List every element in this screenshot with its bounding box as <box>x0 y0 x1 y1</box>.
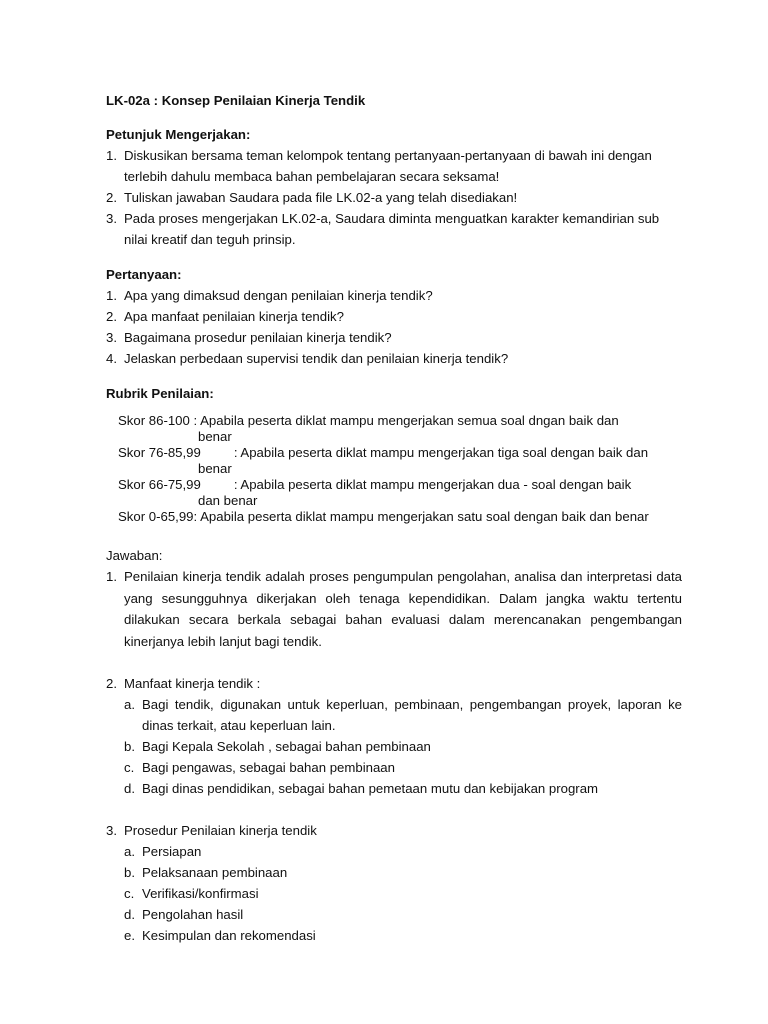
list-item: 2. Tuliskan jawaban Saudara pada file LK.02-a yang telah disediakan! <box>106 190 518 205</box>
pertanyaan-heading: Pertanyaan: <box>106 267 182 282</box>
manfaat-list <box>124 694 682 799</box>
list-item: 1. Penilaian kinerja tendik adalah proses pengumpulan pengolahan, analisa dan interpretasi data yang sesungguhnya dikerjakan oleh tenaga kependidikan. Dalam jangka waktu tertentu dilakukan secara berkala sebagai bahan evaluasi dalam merencanakan pengembangan kinerjanya lebih lanjut bagi tendik. <box>106 569 682 649</box>
list-item: b. Pelaksanaan pembinaan <box>124 865 288 880</box>
pertanyaan-list <box>106 285 682 369</box>
rubrik-desc-cont: benar <box>198 461 232 476</box>
list-item: 1. Diskusikan bersama teman kelompok tentang pertanyaan-pertanyaan di bawah ini dengan terlebih dahulu membaca bahan pembelajaran secara seksama! <box>106 148 652 184</box>
prosedur-list <box>124 841 682 946</box>
list-item: e. Kesimpulan dan rekomendasi <box>124 928 316 943</box>
jawaban-heading: Jawaban: <box>106 548 163 563</box>
rubrik-table <box>118 414 680 524</box>
jawaban-list-3 <box>106 820 682 946</box>
list-item: d. Pengolahan hasil <box>124 907 244 922</box>
rubrik-row <box>118 414 680 428</box>
rubrik-skor: Skor 76-85,99 <box>118 445 234 460</box>
list-item: c. Bagi pengawas, sebagai bahan pembinaan <box>124 760 395 775</box>
list-item: b. Bagi Kepala Sekolah , sebagai bahan pembinaan <box>124 739 431 754</box>
rubrik-skor: Skor 66-75,99 <box>118 477 234 492</box>
list-item: 3. Prosedur Penilaian kinerja tendik a. Persiapan b. Pelaksanaan pembinaan c. Verifikasi/konfirmasi d. Pengolahan hasil e. Kesimpulan dan rekomendasi <box>106 820 682 946</box>
rubrik-desc-cont: benar <box>198 429 232 444</box>
rubrik-row <box>118 510 680 524</box>
list-item: d. Bagi dinas pendidikan, sebagai bahan pemetaan mutu dan kebijakan program <box>124 781 599 796</box>
list-item: 2. Manfaat kinerja tendik : a. Bagi tendik, digunakan untuk keperluan, pembinaan, pengembangan proyek, laporan ke dinas terkait, atau keperluan lain. b. Bagi Kepala Sekolah , sebagai bahan pembinaan c. Bagi pengawas, sebagai bahan pembinaan d. Bagi dinas pendidikan, sebagai bahan pemetaan mutu dan kebijakan program <box>106 673 682 799</box>
rubrik-row <box>118 446 680 460</box>
rubrik-desc: : Apabila peserta diklat mampu mengerjakan dua - soal dengan baik <box>233 477 632 492</box>
list-item: a. Persiapan <box>124 844 202 859</box>
list-item: 4. Jelaskan perbedaan supervisi tendik dan penilaian kinerja tendik? <box>106 351 509 366</box>
jawaban-list-1 <box>106 566 682 652</box>
rubrik-desc: : Apabila peserta diklat mampu mengerjakan semua soal dngan baik dan <box>193 413 619 428</box>
rubrik-desc: : Apabila peserta diklat mampu mengerjakan tiga soal dengan baik dan <box>233 445 649 460</box>
rubrik-heading: Rubrik Penilaian: <box>106 386 214 401</box>
jawaban-list-2 <box>106 673 682 799</box>
rubrik-desc-cont: dan benar <box>198 493 258 508</box>
list-item: 3. Bagaimana prosedur penilaian kinerja tendik? <box>106 330 392 345</box>
rubrik-row <box>118 478 680 492</box>
list-item: 3. Pada proses mengerjakan LK.02-a, Saudara diminta menguatkan karakter kemandirian sub nilai kreatif dan teguh prinsip. <box>106 211 660 247</box>
list-item: a. Bagi tendik, digunakan untuk keperluan, pembinaan, pengembangan proyek, laporan ke dinas terkait, atau keperluan lain. <box>124 697 682 733</box>
rubrik-desc: : Apabila peserta diklat mampu mengerjakan satu soal dengan baik dan benar <box>193 509 649 524</box>
list-item: 2. Apa manfaat penilaian kinerja tendik? <box>106 309 344 324</box>
page-title: LK-02a : Konsep Penilaian Kinerja Tendik <box>106 93 366 108</box>
petunjuk-heading: Petunjuk Mengerjakan: <box>106 127 251 142</box>
document-page <box>106 90 682 946</box>
list-item: 1. Apa yang dimaksud dengan penilaian kinerja tendik? <box>106 288 433 303</box>
petunjuk-list <box>106 145 682 250</box>
rubrik-skor: Skor 0-65,99 <box>118 509 194 524</box>
rubrik-skor: Skor 86-100 <box>118 413 194 428</box>
list-item: c. Verifikasi/konfirmasi <box>124 886 259 901</box>
